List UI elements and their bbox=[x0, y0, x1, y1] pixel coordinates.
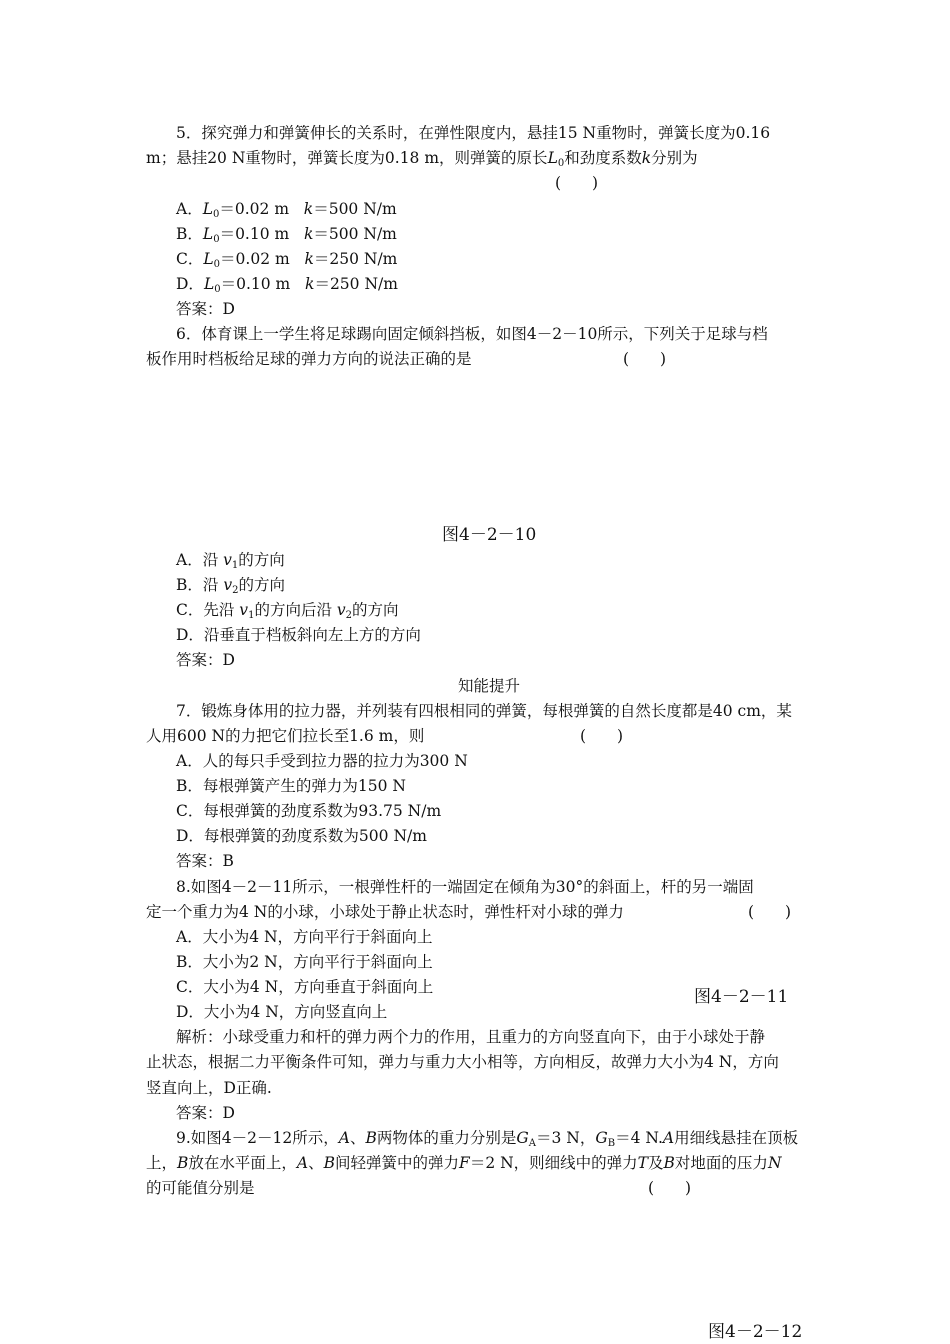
q6-line-2: 板作用时档板给足球的弹力方向的说法正确的是 bbox=[146, 350, 472, 368]
q6-option-d: D．沿垂直于档板斜向左上方的方向 bbox=[176, 626, 421, 644]
figure-4-2-10-caption: 图4－2－10 bbox=[442, 525, 537, 545]
q8-line-1: 8.如图4－2－11所示，一根弹性杆的一端固定在倾角为30°的斜面上，杆的另一端固 bbox=[176, 878, 754, 896]
q7-line-2: 人用600 N的力把它们拉长至1.6 m，则 bbox=[146, 727, 425, 745]
q5-option-a: A．$L_0=0.02$ m k＝500 N/m bbox=[176, 200, 397, 220]
q7-option-b: B．每根弹簧产生的弹力为150 N bbox=[176, 777, 406, 795]
q6-option-a: A．沿 $v_1$的方向 bbox=[176, 551, 285, 571]
q5-option-b: B．$L_0=0.10$ m k＝500 N/m bbox=[176, 225, 397, 245]
q7-answer: 答案：B bbox=[176, 852, 234, 870]
q8-answer: 答案：D bbox=[176, 1104, 235, 1122]
q5-option-c: C．$L_0=0.02$ m k＝250 N/m bbox=[176, 250, 398, 270]
q8-line-2: 定一个重力为4 N的小球，小球处于静止状态时，弹性杆对小球的弹力 bbox=[146, 903, 624, 921]
q9-line-1: 9.如图4－2－12所示，A、B两物体的重力分别是$G_A=3$ N，$G_B=4$ N.A用细线悬挂在顶板 bbox=[176, 1129, 799, 1149]
q7-option-a: A．人的每只手受到拉力器的拉力为300 N bbox=[176, 752, 468, 770]
q7-option-d: D．每根弹簧的劲度系数为500 N/m bbox=[176, 827, 427, 845]
q8-analysis-line-3: 竖直向上，D正确. bbox=[146, 1079, 272, 1097]
q8-analysis-line-2: 止状态，根据二力平衡条件可知，弹力与重力大小相等，方向相反，故弹力大小为4 N，方向 bbox=[146, 1053, 779, 1071]
q8-option-a: A．大小为4 N，方向平行于斜面向上 bbox=[176, 928, 433, 946]
q5-answer: 答案：D bbox=[176, 300, 235, 318]
q6-line-1: 6．体育课上一学生将足球踢向固定倾斜挡板，如图4－2－10所示，下列关于足球与档 bbox=[176, 325, 768, 343]
q8-answer-paren: ( ) bbox=[748, 903, 792, 921]
q8-option-c: C．大小为4 N，方向垂直于斜面向上 bbox=[176, 978, 434, 996]
q8-option-d: D．大小为4 N，方向竖直向上 bbox=[176, 1003, 388, 1021]
q5-line-2: m；悬挂20 N重物时，弹簧长度为0.18 m，则弹簧的原长$L_0$和劲度系数k分别为 bbox=[146, 149, 698, 169]
q5-option-d: D．$L_0=0.10$ m k＝250 N/m bbox=[176, 275, 398, 295]
section-title: 知能提升 bbox=[458, 677, 521, 695]
q7-option-c: C．每根弹簧的劲度系数为93.75 N/m bbox=[176, 802, 442, 820]
q8-option-b: B．大小为2 N，方向平行于斜面向上 bbox=[176, 953, 433, 971]
q7-line-1: 7．锻炼身体用的拉力器，并列装有四根相同的弹簧，每根弹簧的自然长度都是40 cm，某 bbox=[176, 702, 792, 720]
q6-answer: 答案：D bbox=[176, 651, 235, 669]
q9-line-2: 上，B放在水平面上，A、B间轻弹簧中的弹力F＝2 N，则细线中的弹力T及B对地面的压力N bbox=[146, 1154, 782, 1172]
q8-analysis-line-1: 解析：小球受重力和杆的弹力两个力的作用，且重力的方向竖直向下，由于小球处于静 bbox=[176, 1028, 766, 1046]
q7-answer-paren: ( ) bbox=[580, 727, 624, 745]
q5-answer-paren: ( ) bbox=[555, 174, 599, 192]
q9-answer-paren: ( ) bbox=[648, 1179, 692, 1197]
figure-4-2-11-caption: 图4－2－11 bbox=[694, 987, 789, 1007]
figure-4-2-12-caption: 图4－2－12 bbox=[708, 1322, 803, 1342]
q6-option-b: B．沿 $v_2$的方向 bbox=[176, 576, 285, 596]
q5-line-1: 5．探究弹力和弹簧伸长的关系时，在弹性限度内，悬挂15 N重物时，弹簧长度为0.16 bbox=[176, 124, 771, 142]
q9-line-3: 的可能值分别是 bbox=[146, 1179, 255, 1197]
q6-answer-paren: ( ) bbox=[623, 350, 667, 368]
q6-option-c: C．先沿 $v_1$的方向后沿 $v_2$的方向 bbox=[176, 601, 399, 621]
